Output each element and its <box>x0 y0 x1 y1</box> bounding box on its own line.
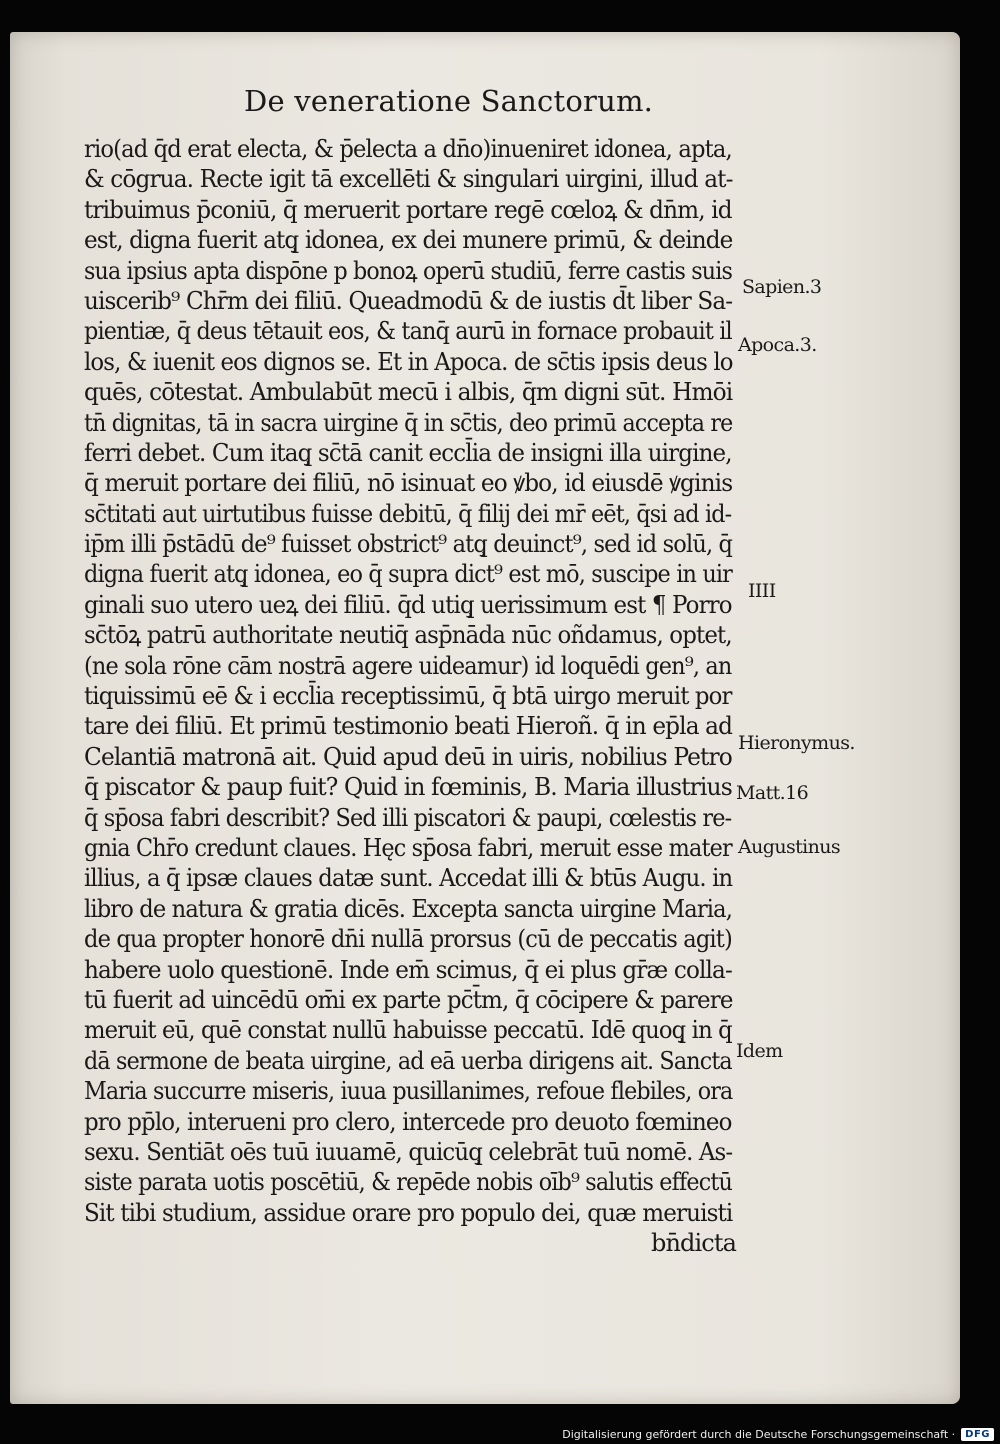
text-line: ferri debet. Cum itaq̧ sc̄tā canit eccl̄ia de insigni illa uirgine, <box>84 438 732 467</box>
text-line: & cōgrua. Recte igit tā excellēti & singulari uirgini, illud at- <box>84 165 733 194</box>
text-line: tn̄ dignitas, tā in sacra uirgine q̄ in sc̄tis, deo primū accepta re <box>84 408 733 437</box>
text-line: ip̄m illi p̄stādū de⁹ fuisset obstrict⁹ atq̧ deuinct⁹, sed id solū, q̄ <box>84 530 733 559</box>
text-line: tribuimus p̄coniū, q̄ meruerit portare regē cœloꝝ & dn̄m, id <box>84 195 732 224</box>
text-line: Celantiā matronā ait. Quid apud deū in uiris, nobilius Petro <box>84 742 732 771</box>
text-line: (ne sola rōne cām nostrā agere uideamur) id loquēdi gen⁹, an <box>84 651 732 680</box>
text-line: siste parata uotis poscētiū, & repēde nobis oīb⁹ salutis effectū <box>84 1168 732 1197</box>
text-line: de qua propter honorē dn̄i nullā prorsus (cū de peccatis agit) <box>84 925 732 954</box>
text-line: meruit eū, quē constat nullū habuisse peccatū. Idē quoq̧ in q̄ <box>84 1016 732 1045</box>
margin-note-numeral: IIII <box>748 580 776 602</box>
text-line: q̄ piscator & paup fuit? Quid in fœminis, B. Maria illustrius <box>84 773 732 802</box>
text-line: sua ipsius apta dispōne p bonoꝝ operū studiū, ferre castis suis <box>84 256 733 285</box>
text-line: libro de natura & gratia dicēs. Excepta sancta uirgine Maria, <box>84 894 733 923</box>
running-header: De veneratione Sanctorum. <box>244 84 654 118</box>
text-line: q̄ sp̄osa fabri describit? Sed illi piscatori & paupi, cœlestis re- <box>84 803 732 832</box>
margin-note-idem: Idem <box>736 1040 783 1062</box>
text-line: illius, a q̄ ipsæ claues datæ sunt. Accedat illi & btūs Augu. in <box>84 864 733 893</box>
text-line: rio(ad q̄d erat electa, & p̄electa a dn̄o)inueniret idonea, apta, <box>84 135 732 163</box>
text-line: pientiæ, q̄ deus tētauit eos, & tanq̄ aurū in fornace probauit il <box>84 317 732 346</box>
margin-note-augustinus: Augustinus <box>738 836 841 858</box>
text-line: Maria succurre miseris, iuua pusillanimes, refoue flebiles, ora <box>84 1077 733 1106</box>
catchword: bn̄dicta <box>651 1229 736 1258</box>
text-line: uiscerib⁹ Chr̄m dei filiū. Queadmodū & de iustis d̄t liber Sa- <box>84 286 733 315</box>
text-line: tū fuerit ad uincēdū om̄i ex parte pc̄t̄m, q̄ cōcipere & parere <box>84 985 733 1014</box>
body-text <box>84 134 744 1258</box>
margin-note-matt: Matt.16 <box>736 782 809 804</box>
text-line: quēs, cōtestat. Ambulabūt mecū i albis, q̄m digni sūt. Hmōi <box>84 378 733 407</box>
margin-note-hieronymus: Hieronymus. <box>738 732 855 754</box>
text-line: sc̄tōꝝ patrū authoritate neutiq̄ asp̄nāda nūc oñdamus, optet, <box>84 621 732 650</box>
text-line: sc̄titati aut uirtutibus fuisse debitū, q̄ filij dei mr̄ eēt, q̄si ad id- <box>84 499 732 528</box>
dfg-logo: DFG <box>961 1428 994 1441</box>
text-line: dā sermone de beata uirgine, ad eā uerba dirigens ait. Sancta <box>84 1046 732 1075</box>
text-line: tiquissimū eē & i eccl̄ia receptissimū, q̄ btā uirgo meruit por <box>84 682 732 711</box>
text-line: gnia Chr̄o credunt claues. Hęc sp̄osa fabri, meruit esse mater <box>84 833 732 862</box>
text-line: q̄ meruit portare dei filiū, nō isinuat eo ꝟbo, id eiusdē ꝟginis <box>84 469 733 498</box>
text-line: ginali suo utero ueꝝ dei filiū. q̄d utiq̧ uerissimum est ¶ Porro <box>84 590 732 619</box>
text-line: digna fuerit atq̧ idonea, eo q̄ supra dict⁹ est mō, suscipe in uir <box>84 560 733 589</box>
text-line: tare dei filiū. Et primū testimonio beati Hieroñ. q̄ in ep̄la ad <box>84 712 733 741</box>
text-line: Sit tibi studium, assidue orare pro populo dei, quæ meruisti <box>84 1198 733 1227</box>
credit-text: Digitalisierung gefördert durch die Deutsche Forschungsgemeinschaft · <box>562 1427 956 1441</box>
margin-note-apoca: Apoca.3. <box>738 334 817 356</box>
text-line: habere uolo questionē. Inde em̄ scimus, q̄ ei plus gr̄æ colla- <box>84 955 732 984</box>
text-line: sexu. Sentiāt oēs tuū iuuamē, quicūq̧ celebrāt tuū nomē. As- <box>84 1137 733 1166</box>
digitization-credit <box>562 1426 994 1442</box>
text-line: est, digna fuerit atq̧ idonea, ex dei munere primū, & deinde <box>84 226 733 255</box>
text-line: pro pp̄lo, interueni pro clero, intercede pro deuoto fœmineo <box>84 1107 732 1136</box>
margin-note-sapien: Sapien.3 <box>742 276 822 298</box>
text-line: los, & iuenit eos dignos se. Et in Apoca. de sc̄tis ipsis deus lo <box>84 347 733 376</box>
